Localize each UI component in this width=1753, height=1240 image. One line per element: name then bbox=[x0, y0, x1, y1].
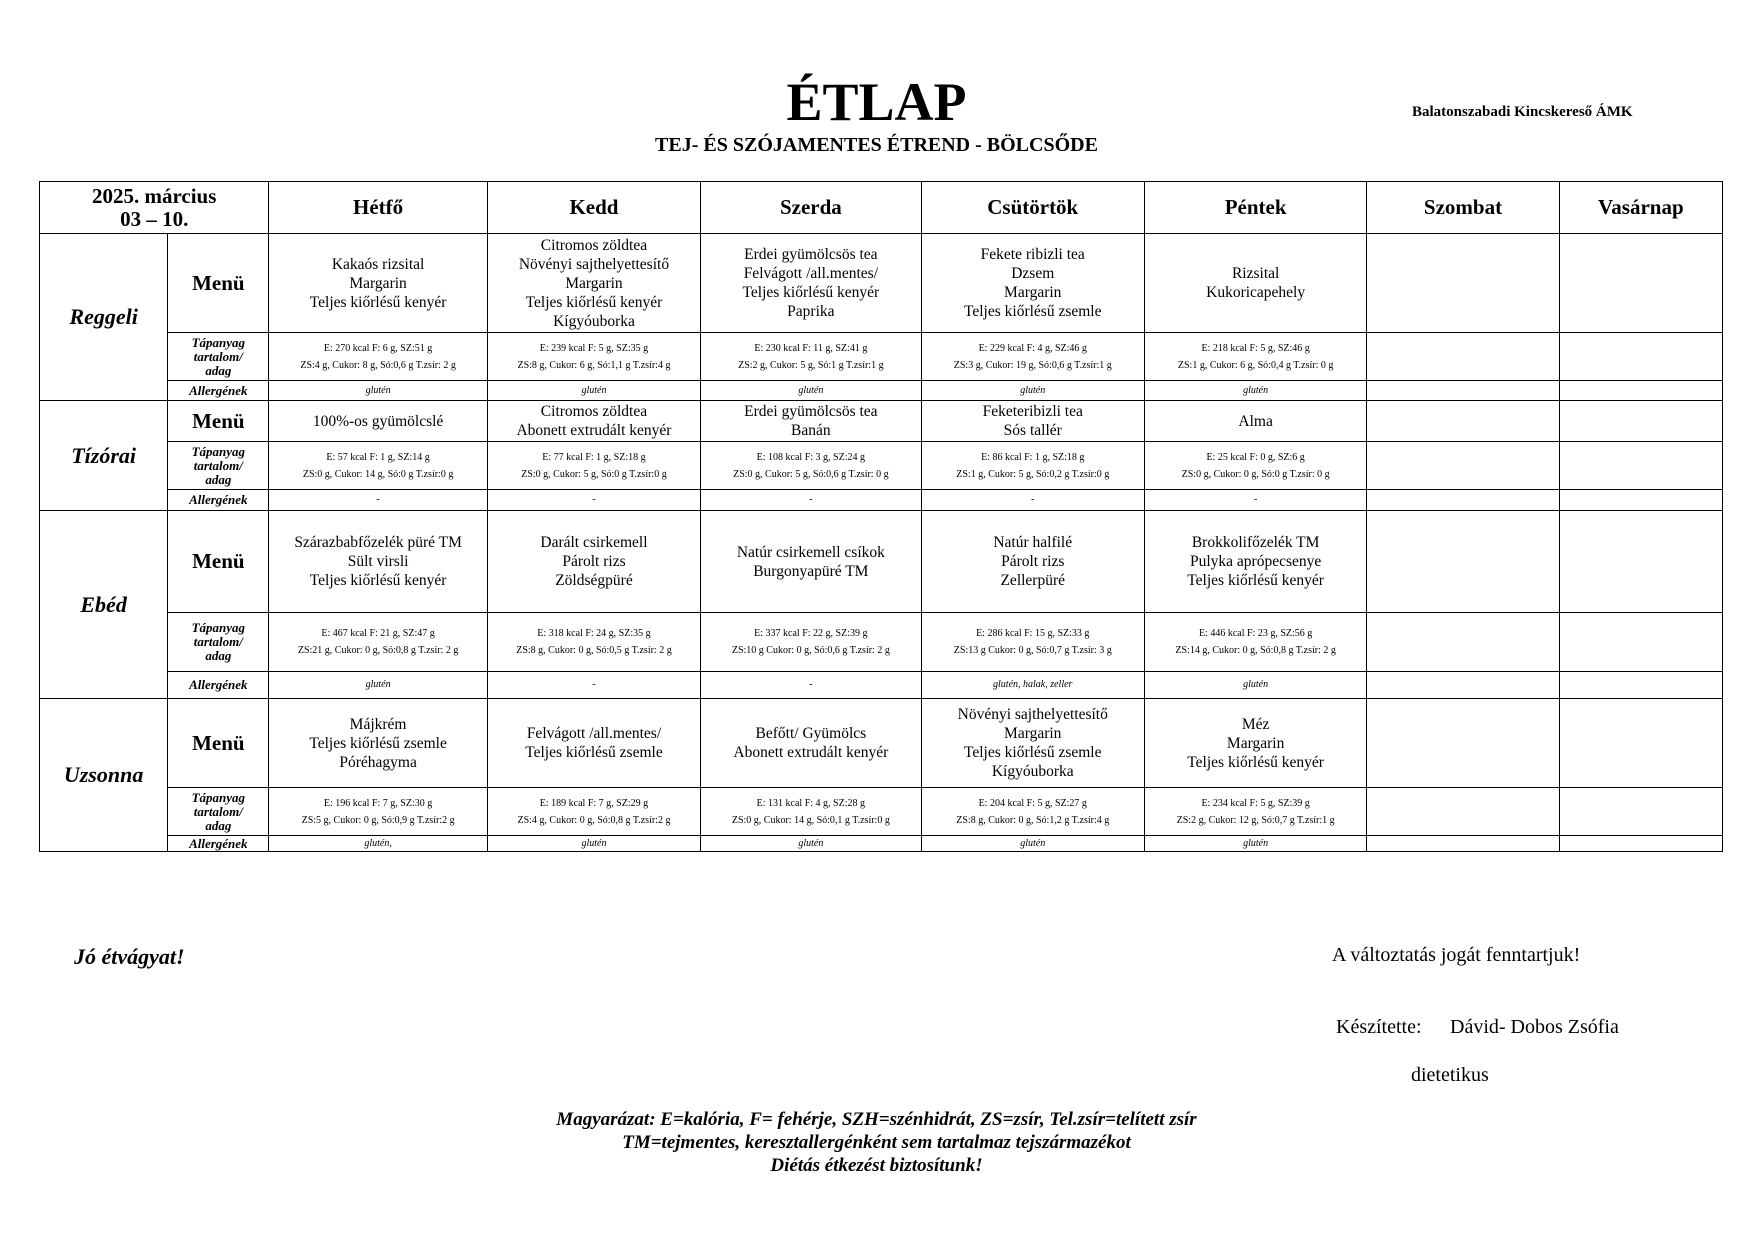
nutrient-value-line: E: 446 kcal F: 23 g, SZ:56 g bbox=[1198, 628, 1313, 639]
menu-item-line: Teljes kiőrlésű kenyér bbox=[1187, 572, 1324, 589]
nutrient-value-line: ZS:0 g, Cukor: 0 g, Só:0 g T.zsír: 0 g bbox=[1181, 468, 1330, 480]
table-row bbox=[40, 490, 1723, 511]
menu-item-line: Teljes kiőrlésű zsemle bbox=[963, 744, 1102, 761]
nutrient-value-line: E: 86 kcal F: 1 g, SZ:18 g bbox=[981, 451, 1085, 463]
nutrient-cell-tizorai-wednesday bbox=[701, 442, 921, 490]
week-date-line-2: 03 – 10. bbox=[120, 206, 189, 231]
table-row bbox=[40, 699, 1723, 788]
menu-cell-ebed-monday bbox=[269, 511, 487, 613]
menu-cell-uzsonna-saturday bbox=[1367, 699, 1559, 788]
nutrient-value-line: E: 239 kcal F: 5 g, SZ:35 g bbox=[539, 342, 649, 354]
menu-item-line: Kígyóuborka bbox=[553, 312, 635, 330]
menu-table bbox=[39, 181, 1723, 852]
nutrient-label-line: adag bbox=[205, 817, 232, 833]
menu-cell-reggeli-sunday bbox=[1559, 234, 1722, 333]
menu-item-line: Kakaós rizsital bbox=[331, 255, 425, 273]
nutrient-cell-reggeli-sunday bbox=[1559, 333, 1722, 381]
allergen-cell-ebed-sunday bbox=[1559, 672, 1722, 699]
nutrient-value-line: ZS:8 g, Cukor: 6 g, Só:1,1 g T.zsír:4 g bbox=[517, 359, 671, 371]
menu-item-line: Kígyóuborka bbox=[991, 763, 1074, 780]
day-header-saturday: Szombat bbox=[1367, 182, 1559, 234]
menu-item-line: Növényi sajthelyettesítő bbox=[957, 706, 1108, 723]
menu-item-line: Alma bbox=[1238, 412, 1273, 430]
menu-item-line: Teljes kiőrlésű kenyér bbox=[742, 284, 880, 301]
menu-item-line: Sült virsli bbox=[347, 553, 409, 570]
allergen-cell-ebed-monday: glutén bbox=[269, 672, 487, 699]
nutrient-cell-tizorai-friday bbox=[1144, 442, 1366, 490]
nutrient-label-line: adag bbox=[205, 362, 232, 378]
menu-item-line: Margarin bbox=[1004, 284, 1062, 301]
nutrient-label-line: adag bbox=[205, 471, 232, 487]
menu-item-line: Méz bbox=[1241, 715, 1270, 733]
nutrient-value-line: E: 270 kcal F: 6 g, SZ:51 g bbox=[323, 342, 433, 354]
nutrient-label-line: Tápanyag bbox=[191, 334, 246, 350]
nutrient-value-line: ZS:0 g, Cukor: 5 g, Só:0 g T.zsír:0 g bbox=[521, 468, 667, 480]
menu-row-label: Menü bbox=[168, 234, 269, 333]
nutrient-value-line: ZS:2 g, Cukor: 5 g, Só:1 g T.zsír:1 g bbox=[738, 359, 884, 371]
meal-name-reggeli: Reggeli bbox=[40, 234, 168, 401]
nutrient-value-line: ZS:14 g, Cukor: 0 g, Só:0,8 g T.zsír: 2 g bbox=[1175, 645, 1336, 656]
menu-item-line: Párolt rizs bbox=[1001, 553, 1065, 570]
allergen-cell-tizorai-tuesday: - bbox=[487, 490, 700, 511]
meal-name-tizorai: Tízórai bbox=[40, 401, 168, 511]
table-row bbox=[40, 234, 1723, 333]
table-row bbox=[40, 442, 1723, 490]
nutrient-cell-reggeli-thursday bbox=[921, 333, 1144, 381]
author-role: dietetikus bbox=[1411, 1064, 1489, 1086]
menu-cell-tizorai-saturday bbox=[1367, 401, 1559, 442]
nutrient-cell-uzsonna-wednesday bbox=[701, 788, 921, 836]
organization-name: Balatonszabadi Kincskereső ÁMK bbox=[1412, 104, 1633, 120]
menu-cell-tizorai-tuesday bbox=[487, 401, 700, 442]
page-subtitle: TEJ- ÉS SZÓJAMENTES ÉTREND - BÖLCSŐDE bbox=[655, 134, 1098, 156]
nutrient-cell-reggeli-tuesday bbox=[487, 333, 700, 381]
allergen-cell-uzsonna-friday: glutén bbox=[1144, 836, 1366, 852]
menu-item-line: Erdei gyümölcsös tea bbox=[744, 403, 878, 420]
allergen-cell-ebed-tuesday: - bbox=[487, 672, 700, 699]
menu-item-line: Póréhagyma bbox=[339, 753, 417, 771]
nutrient-cell-ebed-saturday bbox=[1367, 613, 1559, 672]
nutrient-cell-reggeli-wednesday bbox=[701, 333, 921, 381]
menu-item-line: Szárazbabfőzelék püré TM bbox=[294, 534, 462, 551]
greeting-text: Jó étvágyat! bbox=[74, 944, 185, 969]
allergen-cell-uzsonna-wednesday: glutén bbox=[701, 836, 921, 852]
nutrient-cell-tizorai-tuesday bbox=[487, 442, 700, 490]
menu-item-line: Rizsital bbox=[1231, 265, 1280, 282]
nutrient-cell-ebed-sunday bbox=[1559, 613, 1722, 672]
menu-cell-tizorai-sunday bbox=[1559, 401, 1722, 442]
author-name: Dávid- Dobos Zsófia bbox=[1450, 1016, 1619, 1038]
nutrient-cell-ebed-monday bbox=[269, 613, 487, 672]
nutrient-value-line: ZS:0 g, Cukor: 5 g, Só:0,6 g T.zsír: 0 g bbox=[733, 468, 889, 480]
menu-cell-reggeli-tuesday bbox=[487, 234, 700, 333]
allergen-row-label: Allergének bbox=[168, 381, 269, 401]
menu-item-line: Befőtt/ Gyümölcs bbox=[755, 725, 867, 742]
menu-cell-ebed-sunday bbox=[1559, 511, 1722, 613]
menu-item-line: Margarin bbox=[349, 274, 407, 292]
nutrient-value-line: ZS:0 g, Cukor: 14 g, Só:0 g T.zsír:0 g bbox=[302, 468, 454, 480]
nutrient-value-line: ZS:4 g, Cukor: 0 g, Só:0,8 g T.zsír:2 g bbox=[517, 814, 671, 826]
nutrient-cell-ebed-friday bbox=[1144, 613, 1366, 672]
nutrient-value-line: E: 204 kcal F: 5 g, SZ:27 g bbox=[978, 797, 1087, 809]
nutrient-row-label bbox=[168, 613, 269, 672]
menu-item-line: Zöldségpüré bbox=[555, 572, 633, 589]
allergen-cell-uzsonna-thursday: glutén bbox=[921, 836, 1144, 852]
menu-item-line: Növényi sajthelyettesítő bbox=[518, 255, 670, 273]
nutrient-cell-tizorai-monday bbox=[269, 442, 487, 490]
nutrient-label-line: tartalom/ bbox=[193, 457, 243, 473]
nutrient-value-line: ZS:1 g, Cukor: 6 g, Só:0,4 g T.zsír: 0 g bbox=[1177, 359, 1334, 371]
table-row bbox=[40, 511, 1723, 613]
menu-cell-ebed-tuesday bbox=[487, 511, 700, 613]
menu-item-line: Margarin bbox=[1004, 725, 1062, 742]
table-row bbox=[40, 613, 1723, 672]
allergen-cell-reggeli-friday: glutén bbox=[1144, 381, 1366, 401]
nutrient-value-line: E: 234 kcal F: 5 g, SZ:39 g bbox=[1201, 797, 1310, 809]
menu-item-line: Margarin bbox=[1226, 734, 1285, 752]
legend-line-2: TM=tejmentes, keresztallergénként sem tartalmaz tejszármazékot bbox=[622, 1132, 1131, 1153]
nutrient-cell-ebed-tuesday bbox=[487, 613, 700, 672]
allergen-cell-tizorai-saturday bbox=[1367, 490, 1559, 511]
menu-cell-reggeli-friday bbox=[1144, 234, 1366, 333]
allergen-cell-reggeli-saturday bbox=[1367, 381, 1559, 401]
menu-item-line: Teljes kiőrlésű kenyér bbox=[309, 293, 447, 311]
allergen-cell-ebed-wednesday: - bbox=[701, 672, 921, 699]
allergen-cell-tizorai-friday: - bbox=[1144, 490, 1366, 511]
nutrient-label-line: Tápanyag bbox=[191, 620, 246, 635]
menu-cell-reggeli-monday bbox=[269, 234, 487, 333]
nutrient-label-line: Tápanyag bbox=[191, 789, 246, 805]
allergen-cell-ebed-friday: glutén bbox=[1144, 672, 1366, 699]
menu-cell-reggeli-wednesday bbox=[701, 234, 921, 333]
legend-line-3: Diétás étkezést biztosítunk! bbox=[770, 1155, 983, 1176]
menu-item-line: Erdei gyümölcsös tea bbox=[744, 246, 878, 263]
menu-row-label: Menü bbox=[168, 511, 269, 613]
menu-item-line: Sós tallér bbox=[1003, 422, 1062, 439]
nutrient-label-line: adag bbox=[205, 648, 232, 663]
menu-cell-uzsonna-wednesday bbox=[701, 699, 921, 788]
nutrient-value-line: ZS:1 g, Cukor: 5 g, Só:0,2 g T.zsír:0 g bbox=[956, 468, 1110, 480]
menu-item-line: Teljes kiőrlésű kenyér bbox=[525, 293, 663, 311]
menu-item-line: Teljes kiőrlésű kenyér bbox=[1187, 753, 1324, 771]
nutrient-cell-tizorai-sunday bbox=[1559, 442, 1722, 490]
menu-cell-uzsonna-thursday bbox=[921, 699, 1144, 788]
allergen-cell-ebed-saturday bbox=[1367, 672, 1559, 699]
table-row bbox=[40, 401, 1723, 442]
allergen-cell-reggeli-thursday: glutén bbox=[921, 381, 1144, 401]
page-title: ÉTLAP bbox=[786, 72, 967, 132]
nutrient-value-line: E: 286 kcal F: 15 g, SZ:33 g bbox=[976, 628, 1090, 639]
menu-item-line: Fekete ribizli tea bbox=[980, 246, 1085, 263]
allergen-row-label: Allergének bbox=[168, 490, 269, 511]
menu-item-line: Felvágott /all.mentes/ bbox=[743, 265, 878, 282]
table-row bbox=[40, 672, 1723, 699]
nutrient-value-line: E: 318 kcal F: 24 g, SZ:35 g bbox=[537, 628, 651, 639]
menu-item-line: Natúr halfilé bbox=[993, 534, 1073, 551]
nutrient-value-line: ZS:10 g Cukor: 0 g, Só:0,6 g T.zsír: 2 g bbox=[731, 645, 890, 656]
nutrient-cell-uzsonna-tuesday bbox=[487, 788, 700, 836]
nutrient-cell-uzsonna-thursday bbox=[921, 788, 1144, 836]
menu-cell-reggeli-thursday bbox=[921, 234, 1144, 333]
nutrient-cell-reggeli-saturday bbox=[1367, 333, 1559, 381]
menu-item-line: Citromos zöldtea bbox=[540, 236, 648, 254]
nutrient-value-line: ZS:2 g, Cukor: 12 g, Só:0,7 g T.zsír:1 g bbox=[1176, 814, 1335, 826]
allergen-cell-tizorai-wednesday: - bbox=[701, 490, 921, 511]
menu-cell-uzsonna-sunday bbox=[1559, 699, 1722, 788]
legend-line-1: Magyarázat: E=kalória, F= fehérje, SZH=szénhidrát, ZS=zsír, Tel.zsír=telített zsír bbox=[556, 1109, 1197, 1130]
nutrient-cell-uzsonna-saturday bbox=[1367, 788, 1559, 836]
menu-cell-ebed-friday bbox=[1144, 511, 1366, 613]
menu-item-line: 100%-os gyümölcslé bbox=[312, 412, 444, 430]
menu-item-line: Teljes kiőrlésű zsemle bbox=[525, 744, 663, 761]
menu-item-line: Teljes kiőrlésű kenyér bbox=[309, 572, 447, 589]
menu-item-line: Pulyka aprópecsenye bbox=[1189, 553, 1322, 570]
day-header-wednesday: Szerda bbox=[701, 182, 921, 234]
allergen-cell-uzsonna-tuesday: glutén bbox=[487, 836, 700, 852]
author-label: Készítette: bbox=[1336, 1016, 1422, 1038]
menu-item-line: Dzsem bbox=[1011, 265, 1055, 282]
nutrient-value-line: E: 230 kcal F: 11 g, SZ:41 g bbox=[754, 342, 868, 354]
nutrient-value-line: E: 189 kcal F: 7 g, SZ:29 g bbox=[539, 797, 649, 809]
nutrient-value-line: ZS:8 g, Cukor: 0 g, Só:0,5 g T.zsír: 2 g bbox=[516, 645, 672, 656]
nutrient-value-line: E: 108 kcal F: 3 g, SZ:24 g bbox=[756, 451, 866, 463]
nutrient-value-line: ZS:3 g, Cukor: 19 g, Só:0,6 g T.zsír:1 g bbox=[953, 359, 1112, 371]
allergen-cell-uzsonna-saturday bbox=[1367, 836, 1559, 852]
nutrient-cell-ebed-wednesday bbox=[701, 613, 921, 672]
nutrient-label-line: tartalom/ bbox=[193, 634, 243, 649]
nutrient-row-label bbox=[168, 788, 269, 836]
nutrient-value-line: E: 218 kcal F: 5 g, SZ:46 g bbox=[1201, 342, 1310, 354]
nutrient-row-label bbox=[168, 442, 269, 490]
menu-cell-ebed-thursday bbox=[921, 511, 1144, 613]
allergen-cell-tizorai-sunday bbox=[1559, 490, 1722, 511]
nutrient-row-label bbox=[168, 333, 269, 381]
disclaimer-text: A változtatás jogát fenntartjuk! bbox=[1332, 944, 1581, 966]
menu-item-line: Paprika bbox=[787, 303, 835, 320]
meal-name-uzsonna: Uzsonna bbox=[40, 699, 168, 852]
menu-item-line: Abonett extrudált kenyér bbox=[516, 422, 672, 439]
nutrient-label-line: tartalom/ bbox=[193, 803, 243, 819]
menu-cell-reggeli-saturday bbox=[1367, 234, 1559, 333]
allergen-cell-tizorai-thursday: - bbox=[921, 490, 1144, 511]
table-row bbox=[40, 836, 1723, 852]
nutrient-cell-uzsonna-monday bbox=[269, 788, 487, 836]
nutrient-cell-ebed-thursday bbox=[921, 613, 1144, 672]
menu-cell-tizorai-wednesday bbox=[701, 401, 921, 442]
menu-cell-tizorai-thursday bbox=[921, 401, 1144, 442]
menu-item-line: Párolt rizs bbox=[562, 553, 626, 570]
nutrient-value-line: ZS:8 g, Cukor: 0 g, Só:1,2 g T.zsír:4 g bbox=[956, 814, 1110, 826]
nutrient-value-line: ZS:13 g Cukor: 0 g, Só:0,7 g T.zsír: 3 g bbox=[953, 645, 1112, 656]
nutrient-value-line: E: 77 kcal F: 1 g, SZ:18 g bbox=[542, 451, 646, 463]
allergen-cell-uzsonna-monday: glutén, bbox=[269, 836, 487, 852]
day-header-sunday: Vasárnap bbox=[1559, 182, 1722, 234]
nutrient-cell-reggeli-monday bbox=[269, 333, 487, 381]
allergen-cell-reggeli-monday: glutén bbox=[269, 381, 487, 401]
allergen-cell-tizorai-monday: - bbox=[269, 490, 487, 511]
menu-row-label: Menü bbox=[168, 401, 269, 442]
meal-name-ebed: Ebéd bbox=[40, 511, 168, 699]
nutrient-value-line: E: 467 kcal F: 21 g, SZ:47 g bbox=[321, 628, 435, 639]
menu-item-line: Májkrém bbox=[349, 715, 407, 733]
nutrient-value-line: E: 229 kcal F: 4 g, SZ:46 g bbox=[978, 342, 1087, 354]
menu-cell-uzsonna-tuesday bbox=[487, 699, 700, 788]
nutrient-cell-tizorai-saturday bbox=[1367, 442, 1559, 490]
allergen-cell-reggeli-tuesday: glutén bbox=[487, 381, 700, 401]
menu-cell-tizorai-friday bbox=[1144, 401, 1366, 442]
menu-item-line: Citromos zöldtea bbox=[540, 403, 648, 420]
allergen-cell-ebed-thursday: glutén, halak, zeller bbox=[921, 672, 1144, 699]
nutrient-value-line: E: 337 kcal F: 22 g, SZ:39 g bbox=[754, 628, 868, 639]
menu-item-line: Natúr csirkemell csíkok bbox=[736, 543, 885, 561]
menu-row-label: Menü bbox=[168, 699, 269, 788]
nutrient-cell-tizorai-thursday bbox=[921, 442, 1144, 490]
menu-item-line: Kukoricapehely bbox=[1206, 284, 1306, 301]
week-date-line-1: 2025. március bbox=[91, 183, 217, 208]
menu-cell-tizorai-monday bbox=[269, 401, 487, 442]
menu-item-line: Teljes kiőrlésű zsemle bbox=[309, 734, 447, 752]
legend bbox=[0, 1108, 1753, 1177]
nutrient-value-line: E: 57 kcal F: 1 g, SZ:14 g bbox=[326, 451, 430, 463]
allergen-row-label: Allergének bbox=[168, 836, 269, 852]
nutrient-cell-uzsonna-sunday bbox=[1559, 788, 1722, 836]
allergen-cell-uzsonna-sunday bbox=[1559, 836, 1722, 852]
nutrient-value-line: ZS:4 g, Cukor: 8 g, Só:0,6 g T.zsír: 2 g bbox=[300, 359, 456, 371]
menu-item-line: Brokkolifőzelék TM bbox=[1191, 534, 1320, 551]
menu-cell-uzsonna-monday bbox=[269, 699, 487, 788]
menu-cell-uzsonna-friday bbox=[1144, 699, 1366, 788]
menu-item-line: Abonett extrudált kenyér bbox=[733, 744, 889, 761]
nutrient-value-line: E: 196 kcal F: 7 g, SZ:30 g bbox=[323, 797, 433, 809]
menu-item-line: Burgonyapüré TM bbox=[753, 562, 869, 580]
allergen-cell-reggeli-sunday bbox=[1559, 381, 1722, 401]
menu-item-line: Feketeribizli tea bbox=[982, 403, 1083, 420]
day-header-monday: Hétfő bbox=[269, 182, 487, 234]
menu-item-line: Darált csirkemell bbox=[540, 534, 648, 551]
day-header-tuesday: Kedd bbox=[487, 182, 700, 234]
menu-cell-ebed-saturday bbox=[1367, 511, 1559, 613]
nutrient-value-line: ZS:5 g, Cukor: 0 g, Só:0,9 g T.zsír:2 g bbox=[301, 814, 455, 826]
nutrient-cell-uzsonna-friday bbox=[1144, 788, 1366, 836]
nutrient-value-line: ZS:21 g, Cukor: 0 g, Só:0,8 g T.zsír: 2 g bbox=[297, 645, 459, 656]
menu-item-line: Felvágott /all.mentes/ bbox=[526, 725, 662, 742]
nutrient-cell-reggeli-friday bbox=[1144, 333, 1366, 381]
table-row bbox=[40, 381, 1723, 401]
menu-cell-ebed-wednesday bbox=[701, 511, 921, 613]
allergen-row-label: Allergének bbox=[168, 672, 269, 699]
table-row bbox=[40, 788, 1723, 836]
day-header-thursday: Csütörtök bbox=[921, 182, 1144, 234]
menu-item-line: Zellerpüré bbox=[1000, 572, 1066, 589]
menu-item-line: Teljes kiőrlésű zsemle bbox=[963, 303, 1102, 320]
allergen-cell-reggeli-wednesday: glutén bbox=[701, 381, 921, 401]
nutrient-value-line: ZS:0 g, Cukor: 14 g, Só:0,1 g T.zsír:0 g bbox=[731, 814, 890, 826]
menu-item-line: Banán bbox=[791, 422, 831, 439]
day-header-friday: Péntek bbox=[1144, 182, 1366, 234]
week-date bbox=[40, 182, 269, 234]
nutrient-value-line: E: 131 kcal F: 4 g, SZ:28 g bbox=[756, 797, 866, 809]
nutrient-value-line: E: 25 kcal F: 0 g, SZ:6 g bbox=[1206, 451, 1305, 463]
nutrient-label-line: tartalom/ bbox=[193, 348, 243, 364]
menu-item-line: Margarin bbox=[565, 274, 623, 292]
table-row bbox=[40, 333, 1723, 381]
nutrient-label-line: Tápanyag bbox=[191, 443, 246, 459]
